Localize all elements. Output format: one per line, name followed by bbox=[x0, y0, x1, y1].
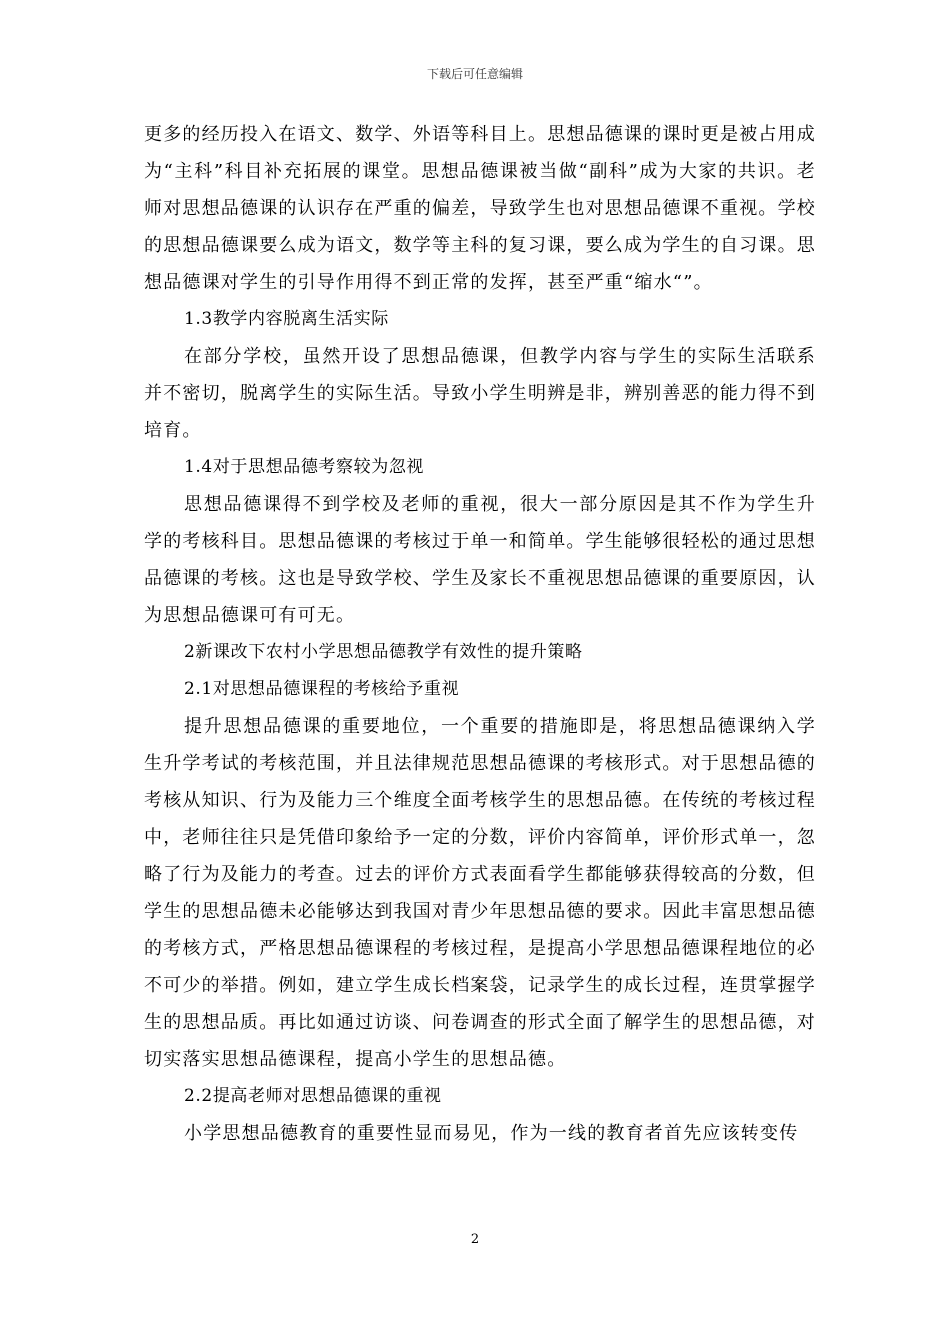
section-heading-2: 2新课改下农村小学思想品德教学有效性的提升策略 bbox=[184, 642, 583, 662]
document-body bbox=[144, 116, 816, 1152]
section-heading-2-1: 2.1对思想品德课程的考核给予重视 bbox=[184, 679, 460, 699]
section-heading-1-3: 1.3教学内容脱离生活实际 bbox=[184, 309, 389, 329]
page-header: 下载后可任意编辑 bbox=[426, 67, 523, 81]
page-number: 2 bbox=[470, 1232, 480, 1247]
paragraph-2-1: 提升思想品德课的重要地位，一个重要的措施即是，将思想品德课纳入学生升学考试的考核范围，并且法律规范思想品德课的考核形式。对于思想品德的考核从知识、行为及能力三个维度全面考核学生的思想品德。在传统的考核过程中，老师往往只是凭借印象给予一定的分数，评价内容简单，评价形式单一，忽略了行为及能力的考查。过去的评价方式表面看学生都能够获得较高的分数，但学生的思想品德未必能够达到我国对青少年思想品德的要求。因此丰富思想品德的考核方式，严格思想品德课程的考核过程，是提高小学思想品德课程地位的必不可少的举措。例如，建立学生成长档案袋，记录学生的成长过程，连贯掌握学生的思想品质。再比如通过访谈、问卷调查的形式全面了解学生的思想品德，对切实落实思想品德课程，提高小学生的思想品德。 bbox=[144, 716, 816, 1070]
section-heading-1-4: 1.4对于思想品德考察较为忽视 bbox=[184, 457, 425, 477]
paragraph-continued: 更多的经历投入在语文、数学、外语等科目上。思想品德课的课时更是被占用成为“主科”科目补充拓展的课堂。思想品德课被当做“副科”成为大家的共识。老师对思想品德课的认识存在严重的偏差，导致学生也对思想品德课不重视。学校的思想品德课要么成为语文，数学等主科的复习课，要么成为学生的自习课。思想品德课对学生的引导作用得不到正常的发挥，甚至严重“缩水“”。 bbox=[144, 124, 816, 293]
paragraph-1-4: 思想品德课得不到学校及老师的重视，很大一部分原因是其不作为学生升学的考核科目。思想品德课的考核过于单一和简单。学生能够很轻松的通过思想品德课的考核。这也是导致学校、学生及家长不重视思想品德课的重要原因，认为思想品德课可有可无。 bbox=[144, 494, 816, 626]
paragraph-2-2: 小学思想品德教育的重要性显而易见，作为一线的教育者首先应该转变传 bbox=[184, 1123, 799, 1144]
section-heading-2-2: 2.2提高老师对思想品德课的重视 bbox=[184, 1086, 442, 1106]
paragraph-1-3: 在部分学校，虽然开设了思想品德课，但教学内容与学生的实际生活联系并不密切，脱离学生的实际生活。导致小学生明辨是非，辨别善恶的能力得不到培育。 bbox=[144, 346, 816, 441]
